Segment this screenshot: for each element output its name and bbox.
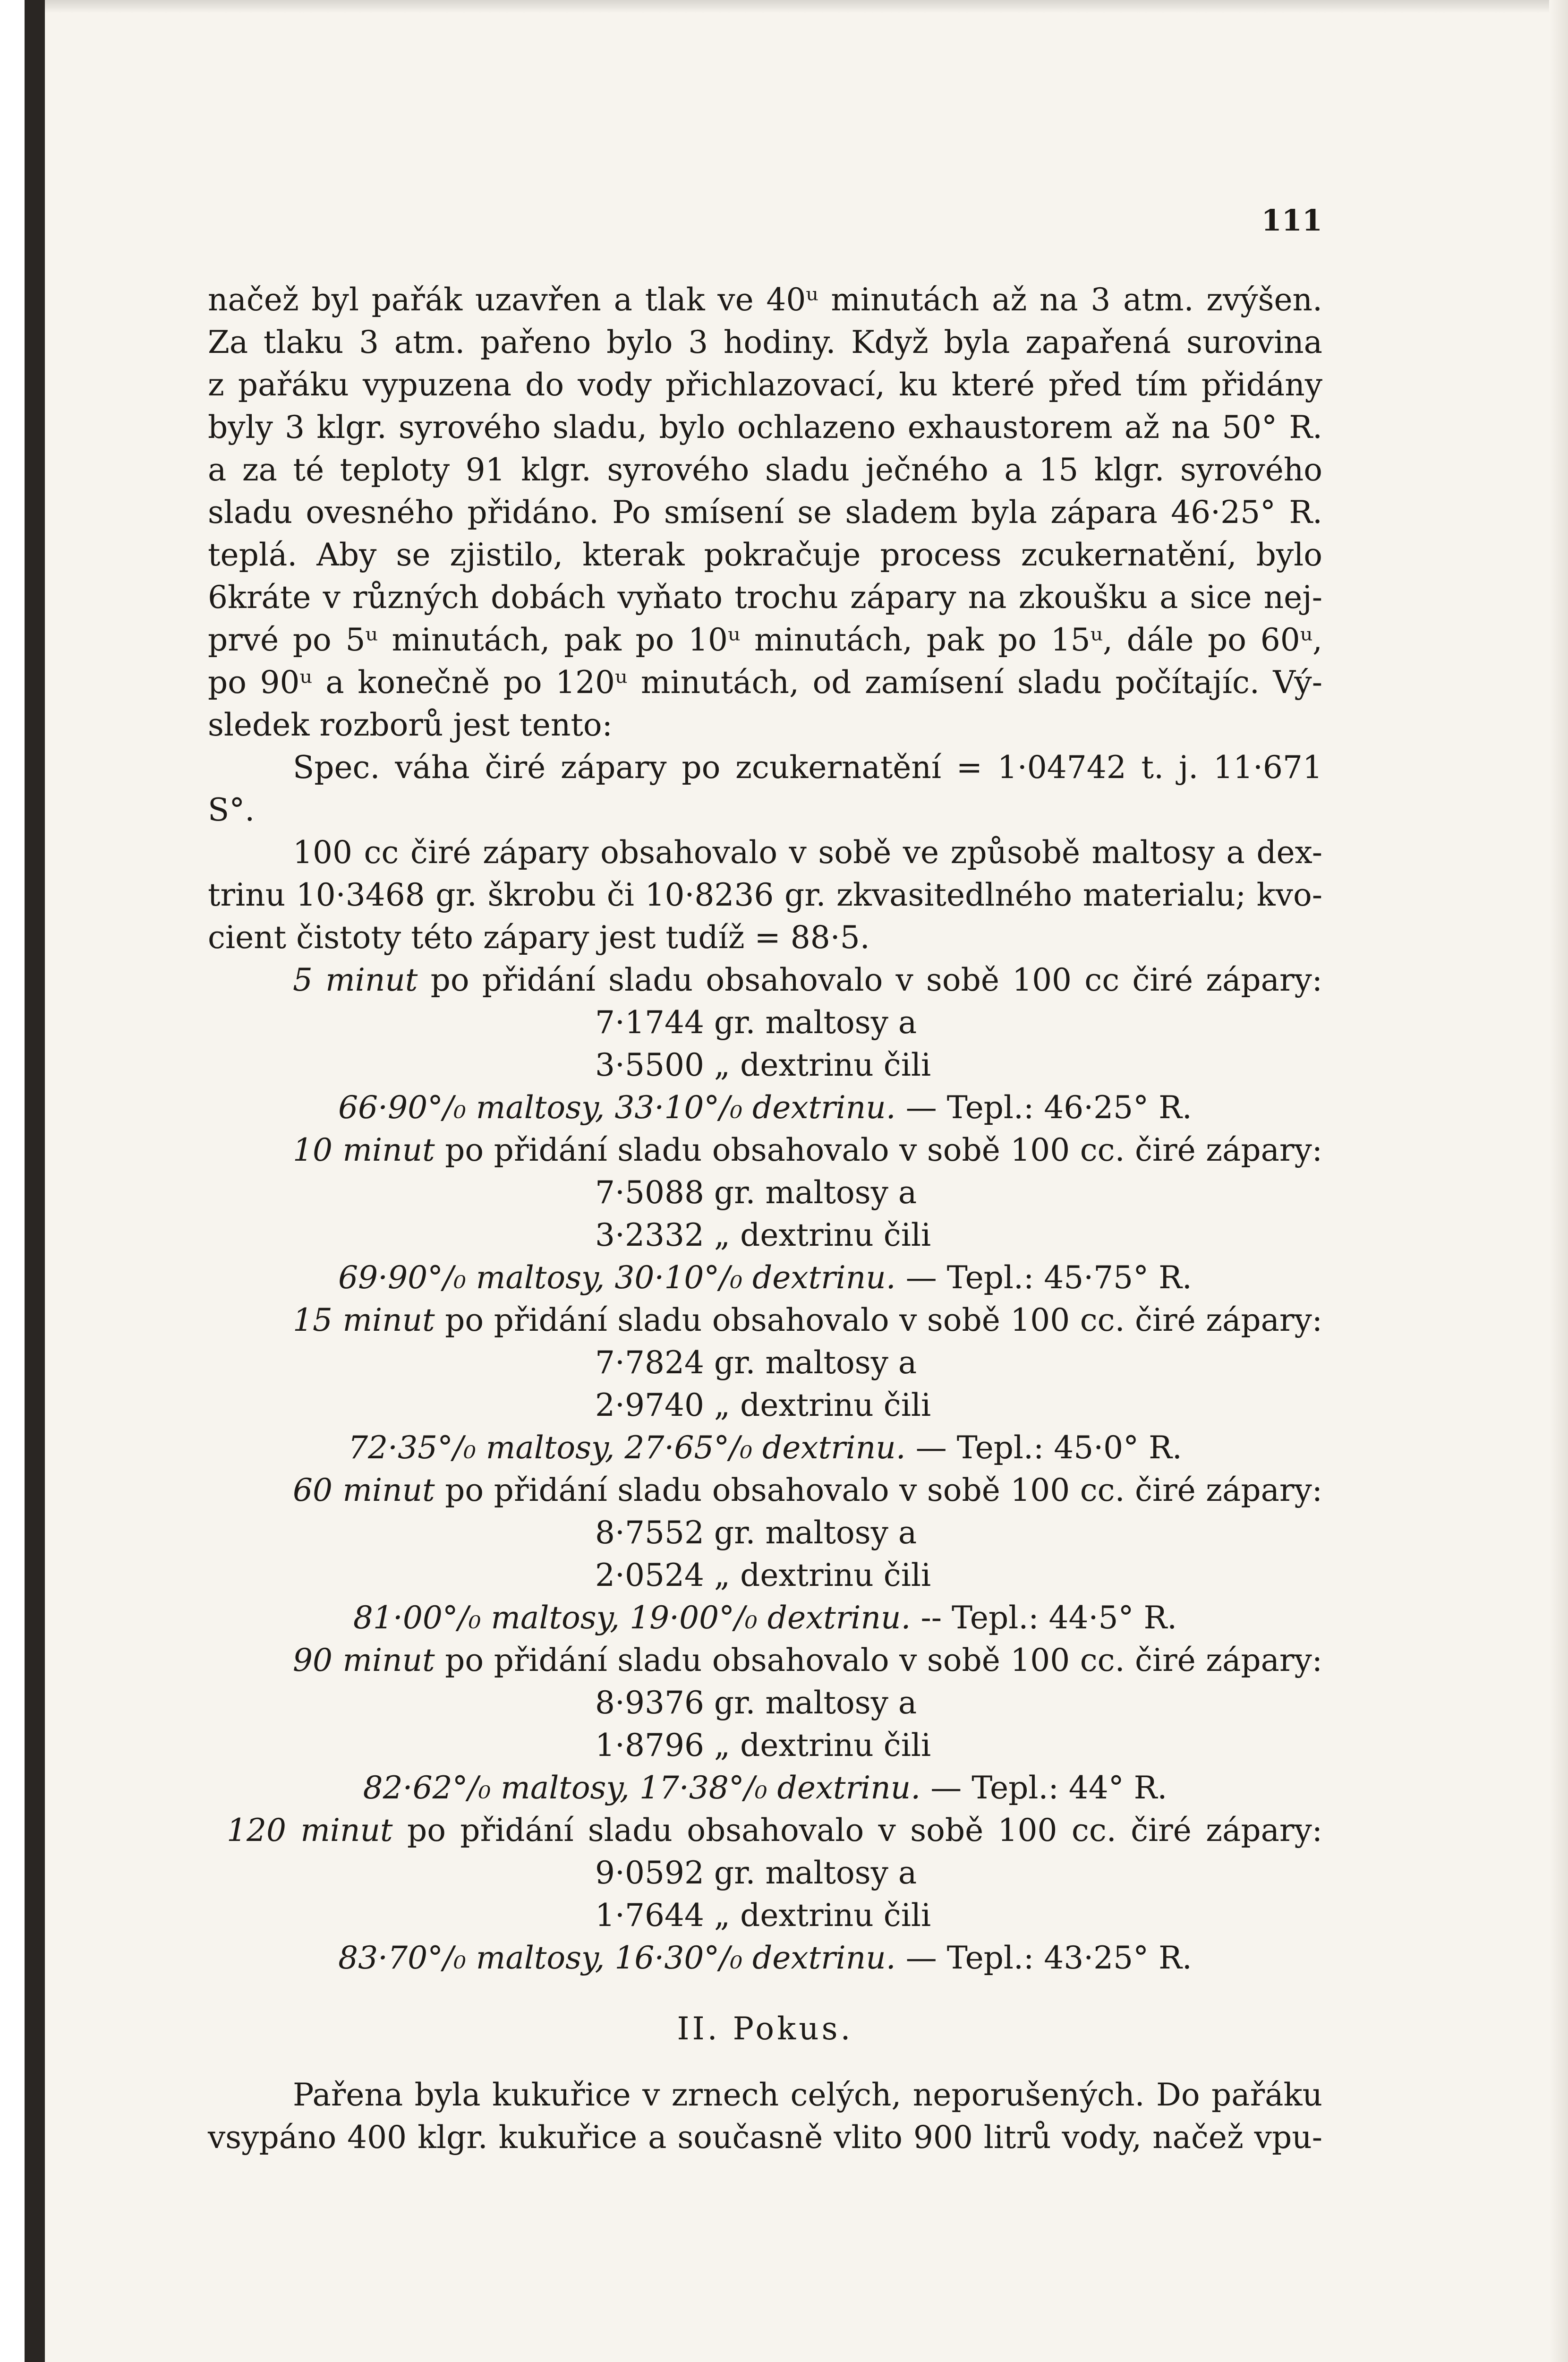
text-line: po 90ᵘ a konečně po 120ᵘ minutách, od zamísení sladu počítajíc. Vý-	[208, 664, 1322, 701]
dextrin-line: 1·7644 „ dextrinu čili	[595, 1897, 931, 1934]
text-line: vsypáno 400 klgr. kukuřice a současně vlito 900 litrů vody, načež vpu-	[208, 2119, 1322, 2156]
maltose-line: 7·7824 gr. maltosy a	[595, 1344, 917, 1381]
text-line: sledek rozborů jest tento:	[208, 707, 613, 743]
sample-minutes: 10 minut	[293, 1132, 435, 1168]
sample-minutes: 15 minut	[293, 1302, 435, 1338]
text-line: cient čistoty této zápary jest tudíž = 88·5.	[208, 919, 870, 956]
dextrin-line: 1·8796 „ dextrinu čili	[595, 1727, 931, 1763]
summary-temperature: — Tepl.: 45·75° R.	[905, 1259, 1192, 1296]
summary-ratio: 83·70°/₀ maltosy, 16·30°/₀ dextrinu.	[338, 1940, 896, 1976]
sample-summary	[208, 1767, 1322, 1809]
text-line: z pařáku vypuzena do vody přichlazovací, ku které před tím přidány	[208, 367, 1322, 403]
text-line: teplá. Aby se zjistilo, kterak pokračuje process zcukernatění, bylo	[208, 537, 1322, 573]
maltose-line: 7·5088 gr. maltosy a	[595, 1174, 917, 1211]
sample-summary	[208, 1427, 1322, 1469]
page-binding-edge	[0, 0, 45, 2362]
summary-temperature: — Tepl.: 45·0° R.	[915, 1429, 1182, 1466]
sample-heading	[208, 1809, 1322, 1852]
text-line: trinu 10·3468 gr. škrobu či 10·8236 gr. zkvasitedlného materialu; kvo-	[208, 877, 1322, 913]
dextrin-line: 3·2332 „ dextrinu čili	[595, 1217, 931, 1253]
page-right-edge	[1549, 0, 1568, 2362]
sample-heading	[208, 1469, 1322, 1512]
sample-heading-text: po přidání sladu obsahovalo v sobě 100 cc. čiré zápary:	[445, 1302, 1322, 1338]
summary-ratio: 69·90°/₀ maltosy, 30·10°/₀ dextrinu.	[338, 1259, 896, 1296]
sample-minutes: 5 minut	[293, 962, 418, 998]
maltose-line: 7·1744 gr. maltosy a	[595, 1004, 917, 1041]
sample-heading-text: po přidání sladu obsahovalo v sobě 100 cc. čiré zápary:	[445, 1132, 1322, 1168]
section-heading: II. Pokus.	[677, 2011, 853, 2047]
text-line: Pařena byla kukuřice v zrnech celých, neporušených. Do pařáku	[293, 2077, 1322, 2113]
summary-temperature: — Tepl.: 43·25° R.	[905, 1940, 1192, 1976]
sample-summary	[208, 1087, 1322, 1129]
maltose-line: 9·0592 gr. maltosy a	[595, 1855, 917, 1891]
text-line: 100 cc čiré zápary obsahovalo v sobě ve způsobě maltosy a dex-	[293, 834, 1322, 871]
sample-block	[208, 1129, 1322, 1299]
sample-block	[208, 1299, 1322, 1469]
sample-block	[208, 959, 1322, 1129]
text-line: Spec. váha čiré zápary po zcukernatění = 1·04742 t. j. 11·671 S°.	[208, 749, 1322, 828]
sample-heading-text: po přidání sladu obsahovalo v sobě 100 cc čiré zápary:	[430, 962, 1323, 998]
summary-temperature: -- Tepl.: 44·5° R.	[920, 1600, 1177, 1636]
summary-temperature: — Tepl.: 46·25° R.	[905, 1089, 1192, 1126]
sample-heading-text: po přidání sladu obsahovalo v sobě 100 cc. čiré zápary:	[407, 1812, 1322, 1849]
text-line: načež byl pařák uzavřen a tlak ve 40ᵘ minutách až na 3 atm. zvýšen.	[208, 282, 1322, 318]
sample-summary	[208, 1597, 1322, 1639]
summary-ratio: 72·35°/₀ maltosy, 27·65°/₀ dextrinu.	[348, 1429, 906, 1466]
sample-block	[208, 1639, 1322, 1809]
summary-ratio: 82·62°/₀ maltosy, 17·38°/₀ dextrinu.	[363, 1770, 921, 1806]
sample-summary	[208, 1937, 1322, 1979]
dextrin-line: 2·9740 „ dextrinu čili	[595, 1387, 931, 1423]
spec-paragraph	[208, 746, 1322, 959]
sample-block	[208, 1809, 1322, 1979]
maltose-line: 8·9376 gr. maltosy a	[595, 1685, 917, 1721]
sample-minutes: 90 minut	[293, 1642, 435, 1678]
final-paragraph	[208, 2074, 1322, 2159]
maltose-line: 8·7552 gr. maltosy a	[595, 1515, 917, 1551]
sample-block	[208, 1469, 1322, 1639]
text-line: a za té teploty 91 klgr. syrového sladu ječného a 15 klgr. syrového	[208, 452, 1322, 488]
text-line: Za tlaku 3 atm. pařeno bylo 3 hodiny. Když byla zapařená surovina	[208, 324, 1322, 360]
summary-temperature: — Tepl.: 44° R.	[930, 1770, 1167, 1806]
sample-minutes: 120 minut	[227, 1812, 393, 1849]
page-top-edge	[0, 0, 1568, 13]
sample-heading	[208, 1299, 1322, 1342]
dextrin-line: 2·0524 „ dextrinu čili	[595, 1557, 931, 1593]
sample-heading-text: po přidání sladu obsahovalo v sobě 100 cc. čiré zápary:	[445, 1642, 1322, 1678]
summary-ratio: 66·90°/₀ maltosy, 33·10°/₀ dextrinu.	[338, 1089, 896, 1126]
sample-minutes: 60 minut	[293, 1472, 435, 1508]
intro-paragraph	[208, 279, 1322, 746]
text-line: prvé po 5ᵘ minutách, pak po 10ᵘ minutách, pak po 15ᵘ, dále po 60ᵘ,	[208, 622, 1322, 658]
summary-ratio: 81·00°/₀ maltosy, 19·00°/₀ dextrinu.	[353, 1600, 911, 1636]
dextrin-line: 3·5500 „ dextrinu čili	[595, 1047, 931, 1083]
sample-heading	[208, 1129, 1322, 1172]
text-line: 6kráte v různých dobách vyňato trochu zápary na zkoušku a sice nej-	[208, 579, 1322, 616]
text-line: sladu ovesného přidáno. Po smísení se sladem byla zápara 46·25° R.	[208, 494, 1322, 531]
page-number: 111	[1261, 203, 1322, 238]
page-body	[208, 279, 1322, 2159]
sample-heading	[208, 1639, 1322, 1682]
sample-heading	[208, 959, 1322, 1001]
sample-heading-text: po přidání sladu obsahovalo v sobě 100 cc. čiré zápary:	[445, 1472, 1322, 1508]
text-line: byly 3 klgr. syrového sladu, bylo ochlazeno exhaustorem až na 50° R.	[208, 409, 1322, 445]
sample-summary	[208, 1257, 1322, 1299]
